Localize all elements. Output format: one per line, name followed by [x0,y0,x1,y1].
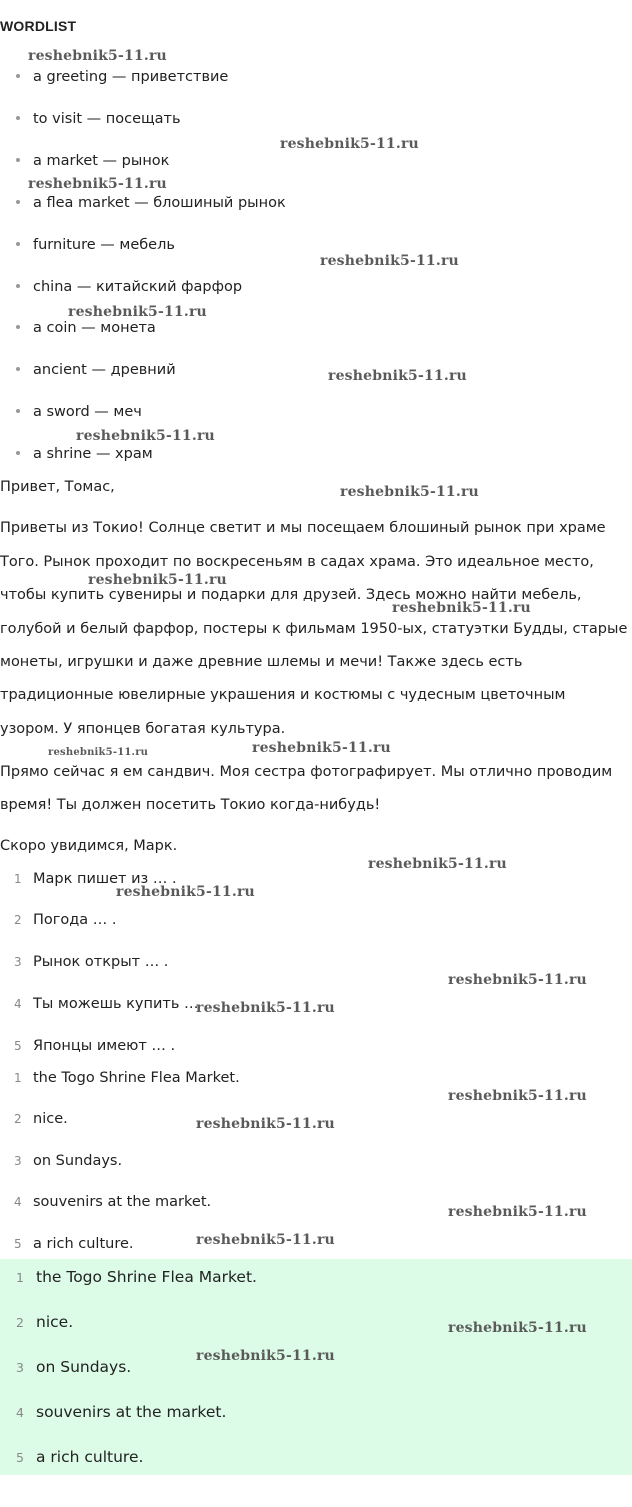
bullet-icon [16,158,20,162]
watermark: reshebnik5-11.ru [196,1232,335,1248]
option-item: 4 souvenirs at the market. [14,1194,212,1210]
letter-line: Приветы из Токио! Солнце светит и мы посещаем блошиный рынок при храме [0,520,606,536]
question-item: 3 Рынок открыт … . [14,954,169,970]
bullet-icon [16,284,20,288]
bullet-icon [16,74,20,78]
answer-item: 2 nice. [16,1313,74,1331]
watermark: reshebnik5-11.ru [340,484,479,500]
watermark: reshebnik5-11.ru [76,428,215,444]
wordlist-item: a shrine — храм [16,444,153,464]
watermark: reshebnik5-11.ru [252,740,391,756]
letter-line: традиционные ювелирные украшения и костюмы с чудесным цветочным [0,687,566,703]
question-item: 4 Ты можешь купить … . [14,996,208,1012]
watermark: reshebnik5-11.ru [28,176,167,192]
watermark: reshebnik5-11.ru [88,572,227,588]
letter-line: голубой и белый фарфор, постеры к фильмам 1950-ых, статуэтки Будды, старые [0,621,628,637]
watermark: reshebnik5-11.ru [448,972,587,988]
wordlist-item: furniture — мебель [16,235,175,255]
watermark: reshebnik5-11.ru [68,304,207,320]
wordlist-item: china — китайский фарфор [16,277,242,297]
watermark: reshebnik5-11.ru [320,253,459,269]
answer-item: 5 a rich culture. [16,1448,144,1466]
watermark: reshebnik5-11.ru [48,747,149,758]
wordlist-item: a sword — меч [16,402,142,422]
watermark: reshebnik5-11.ru [196,1348,335,1364]
watermark: reshebnik5-11.ru [392,600,531,616]
bullet-icon [16,451,20,455]
wordlist-heading: WORDLIST [0,18,77,34]
question-item: 2 Погода … . [14,912,117,928]
watermark: reshebnik5-11.ru [328,368,467,384]
watermark: reshebnik5-11.ru [368,856,507,872]
letter-line: Прямо сейчас я ем сандвич. Моя сестра фотографирует. Мы отлично проводим [0,764,613,780]
option-item: 2 nice. [14,1111,68,1127]
letter-line: узором. У японцев богатая культура. [0,721,286,737]
watermark: reshebnik5-11.ru [116,884,255,900]
answer-item: 4 souvenirs at the market. [16,1403,227,1421]
wordlist-item: to visit — посещать [16,109,181,129]
wordlist-item: a greeting — приветствие [16,67,228,87]
question-item: 1 Марк пишет из … . [14,871,177,887]
answer-item: 1 the Togo Shrine Flea Market. [16,1268,257,1286]
watermark: reshebnik5-11.ru [280,136,419,152]
watermark: reshebnik5-11.ru [196,1116,335,1132]
answer-item: 3 on Sundays. [16,1358,132,1376]
letter-line: время! Ты должен посетить Токио когда-нибудь! [0,797,381,813]
letter-signoff: Скоро увидимся, Марк. [0,838,178,854]
letter-line: чтобы купить сувениры и подарки для друзей. Здесь можно найти мебель, [0,587,582,603]
bullet-icon [16,200,20,204]
bullet-icon [16,116,20,120]
wordlist-item: a flea market — блошиный рынок [16,193,286,213]
bullet-icon [16,367,20,371]
option-item: 5 a rich culture. [14,1236,134,1252]
wordlist-item: a market — рынок [16,151,169,171]
watermark: reshebnik5-11.ru [196,1000,335,1016]
wordlist-item: a coin — монета [16,318,156,338]
watermark: reshebnik5-11.ru [28,48,167,64]
watermark: reshebnik5-11.ru [448,1088,587,1104]
wordlist-item: ancient — древний [16,360,176,380]
option-item: 3 on Sundays. [14,1153,123,1169]
watermark: reshebnik5-11.ru [448,1320,587,1336]
question-item: 5 Японцы имеют … . [14,1038,176,1054]
letter-line: Того. Рынок проходит по воскресеньям в садах храма. Это идеальное место, [0,554,594,570]
bullet-icon [16,325,20,329]
bullet-icon [16,409,20,413]
option-item: 1 the Togo Shrine Flea Market. [14,1070,240,1086]
bullet-icon [16,242,20,246]
letter-line: монеты, игрушки и даже древние шлемы и мечи! Также здесь есть [0,654,523,670]
letter-greeting: Привет, Томас, [0,479,115,495]
watermark: reshebnik5-11.ru [448,1204,587,1220]
